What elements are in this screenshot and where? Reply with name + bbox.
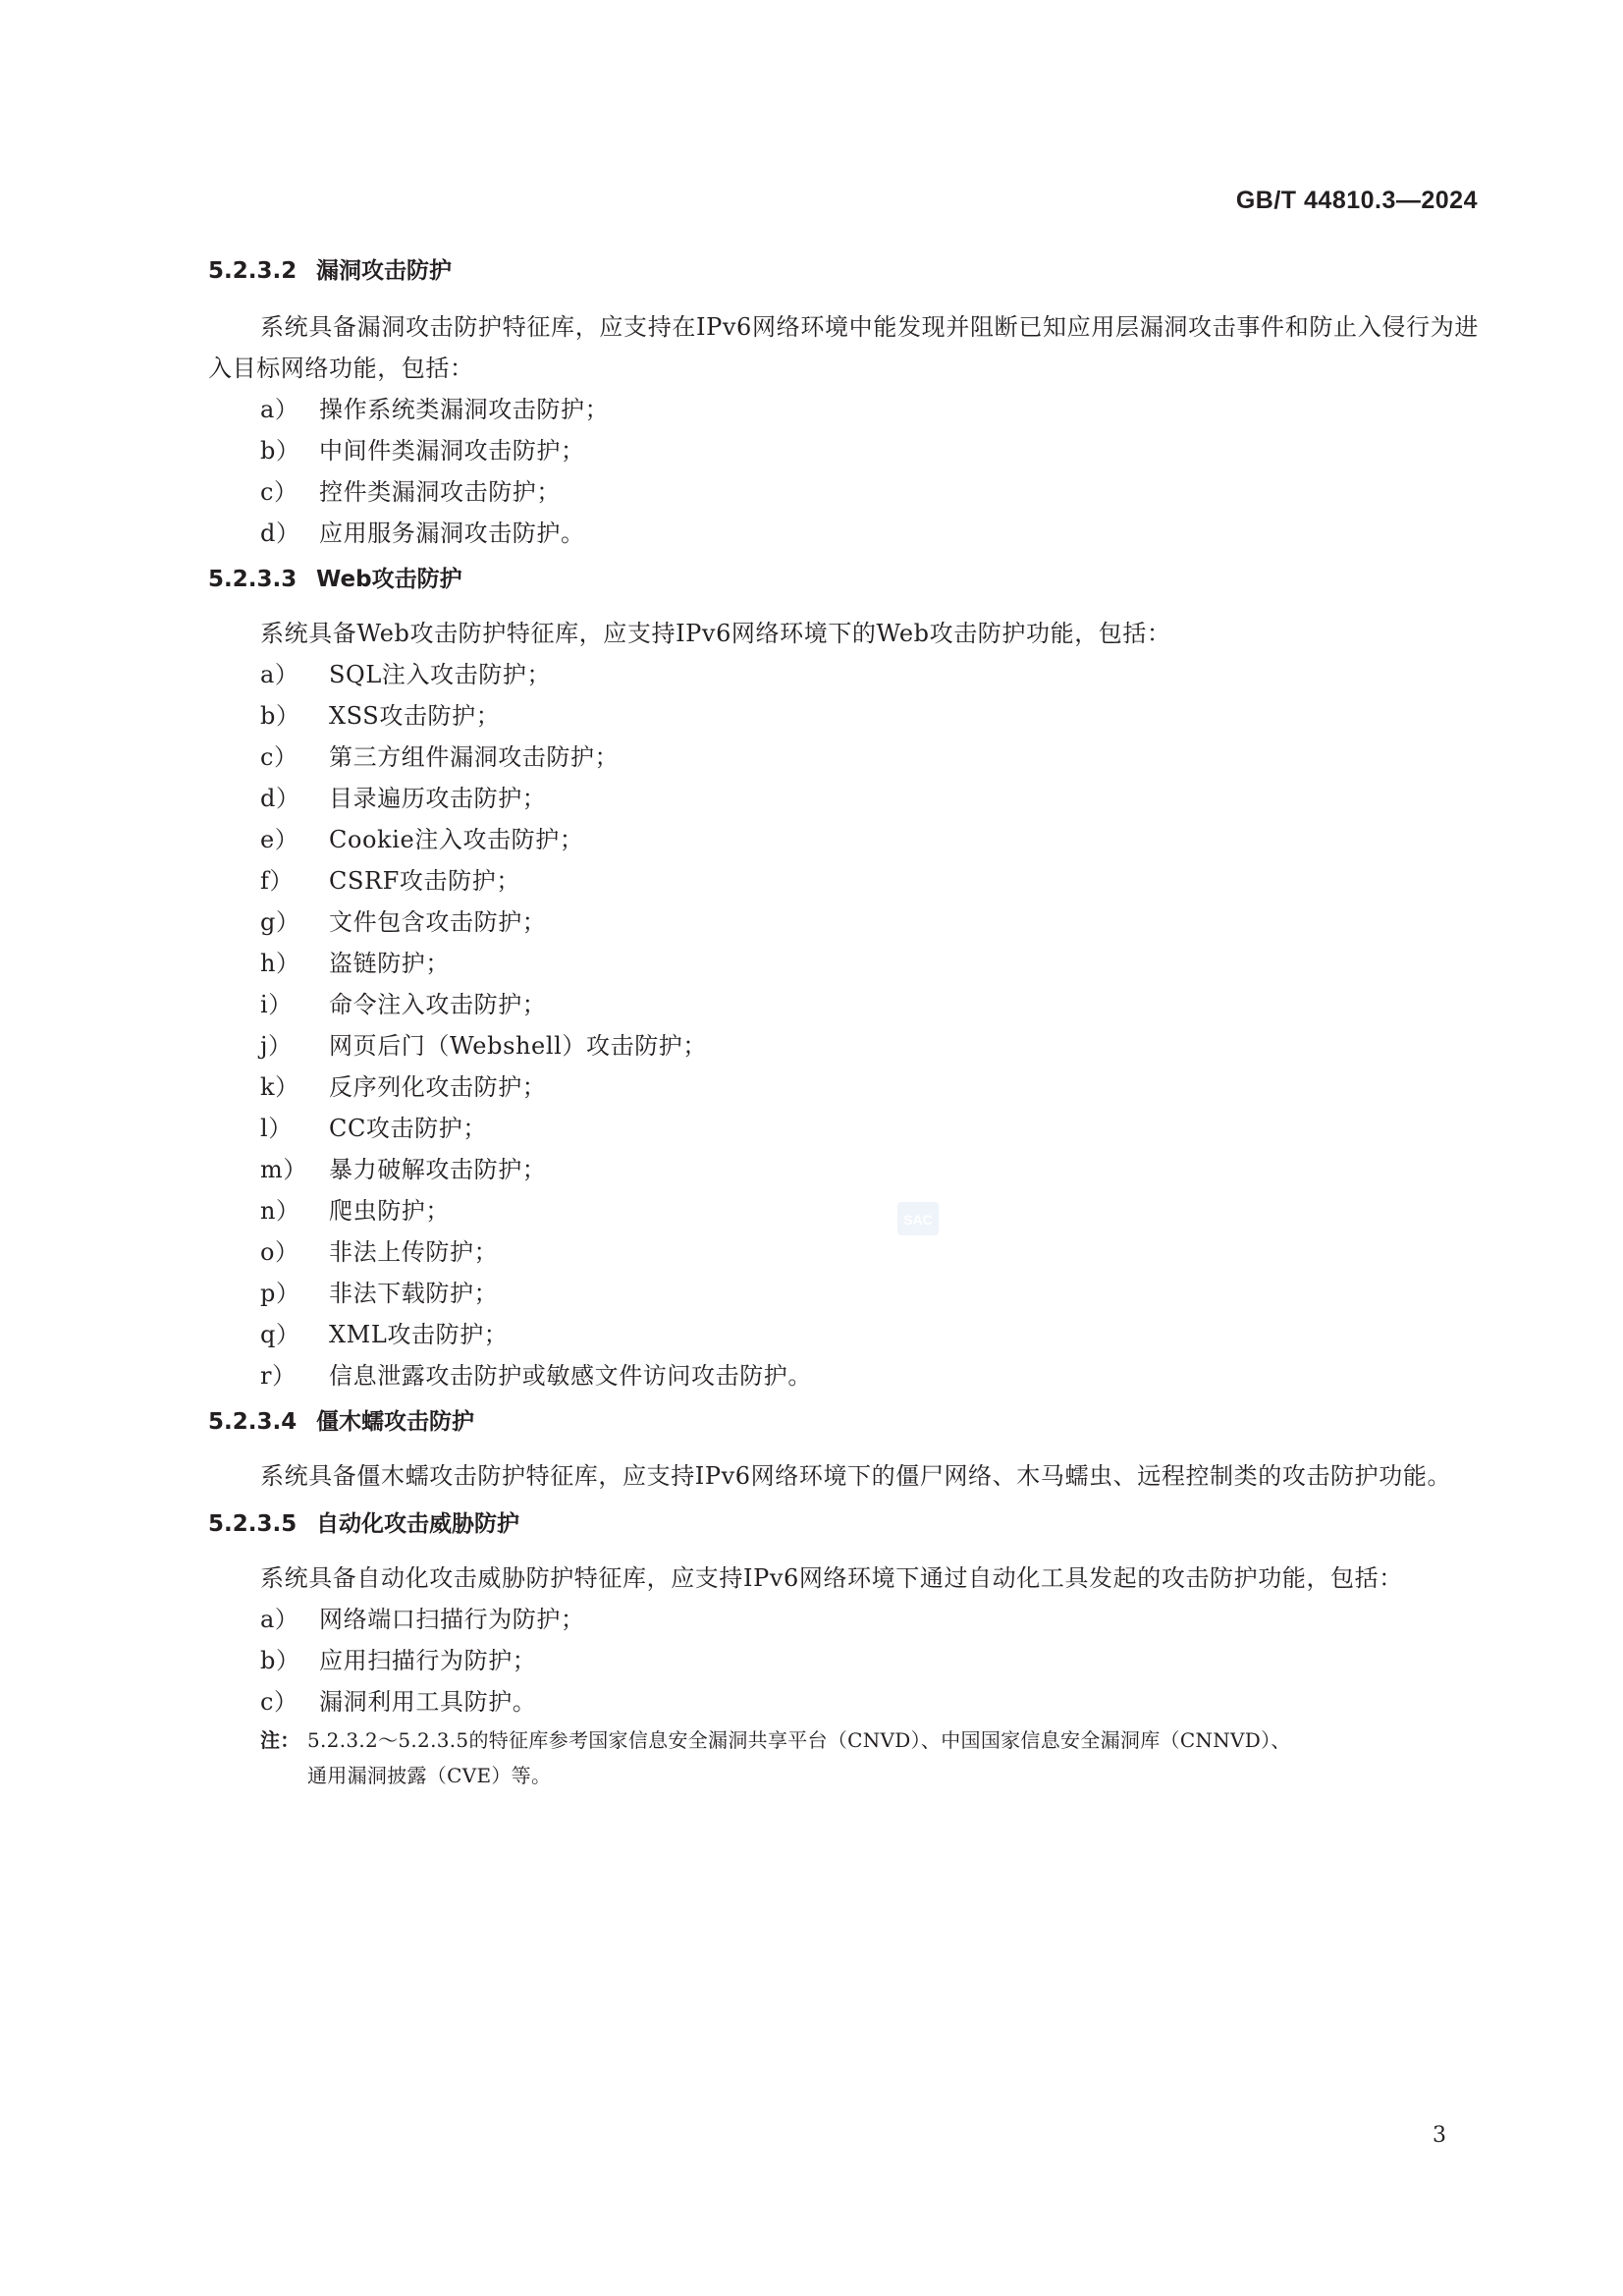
section-heading: [208, 1406, 1479, 1438]
section-paragraph: 系统具备僵木蠕攻击防护特征库，应支持IPv6网络环境下的僵尸网络、木马蠕虫、远程控制类的攻击防护功能。: [260, 1462, 1452, 1490]
section-5-2-3-2: [208, 255, 1479, 554]
list-item: [208, 1314, 1479, 1355]
section-number: 5.2.3.5: [208, 1511, 298, 1537]
list-item-text: 命令注入攻击防护；: [329, 991, 547, 1018]
list-item: [208, 778, 1479, 819]
list-item-text: XML攻击防护；: [329, 1321, 509, 1348]
section-title: 漏洞攻击防护: [316, 258, 452, 284]
note-line-2: 通用漏洞披露（CVE）等。: [307, 1764, 552, 1787]
requirement-list: [208, 389, 1479, 554]
list-item-text: 应用服务漏洞攻击防护。: [319, 519, 585, 547]
section-title: 自动化攻击威胁防护: [316, 1511, 519, 1537]
section-title: Web攻击防护: [316, 567, 462, 592]
note-label: 注：: [260, 1728, 300, 1752]
list-item-text: CSRF攻击防护；: [329, 867, 520, 895]
list-item-label: b）: [260, 702, 300, 730]
note-line-1: [208, 1722, 1479, 1758]
section-title: 僵木蠕攻击防护: [316, 1409, 474, 1435]
section-heading: [208, 255, 1479, 287]
list-item-label: b）: [260, 437, 300, 465]
note: [208, 1722, 1479, 1793]
section-paragraph: 系统具备Web攻击防护特征库，应支持IPv6网络环境下的Web攻击防护功能，包括：: [260, 620, 1171, 647]
standard-number: GB/T 44810.3—2024: [1235, 187, 1478, 214]
list-item: [208, 1355, 1479, 1396]
list-item-text: 非法上传防护；: [329, 1238, 499, 1266]
list-item-label: d）: [260, 519, 300, 547]
list-item: [208, 902, 1479, 943]
svg-text:SAC: SAC: [903, 1212, 933, 1228]
page-content: [208, 255, 1479, 1793]
list-item-label: l）: [260, 1115, 293, 1142]
list-item-label: j）: [260, 1032, 293, 1060]
list-item-text: 操作系统类漏洞攻击防护；: [319, 396, 610, 423]
list-item-label: k）: [260, 1073, 299, 1101]
list-item-label: c）: [260, 1688, 298, 1716]
list-item-label: o）: [260, 1238, 299, 1266]
list-item-text: 控件类漏洞攻击防护；: [319, 478, 561, 506]
list-item: [208, 1025, 1479, 1066]
list-item-label: f）: [260, 867, 295, 895]
list-item-label: g）: [260, 908, 300, 936]
list-item-label: c）: [260, 743, 298, 771]
list-item-label: h）: [260, 950, 300, 977]
list-item-text: 信息泄露攻击防护或敏感文件访问攻击防护。: [329, 1362, 812, 1390]
list-item: [208, 1599, 1479, 1640]
list-item-label: a）: [260, 396, 299, 423]
list-item-text: CC攻击防护；: [329, 1115, 487, 1142]
list-item: [208, 471, 1479, 513]
list-item-label: a）: [260, 661, 299, 688]
list-item-label: p）: [260, 1280, 300, 1307]
list-item-text: Cookie注入攻击防护；: [329, 826, 584, 853]
list-item: [208, 737, 1479, 778]
section-5-2-3-4: [208, 1406, 1479, 1497]
list-item: [208, 819, 1479, 860]
list-item-text: 网络端口扫描行为防护；: [319, 1606, 585, 1633]
section-heading: [208, 564, 1479, 595]
list-item-label: e）: [260, 826, 299, 853]
list-item-text: 应用扫描行为防护；: [319, 1647, 537, 1674]
section-number: 5.2.3.2: [208, 258, 298, 284]
list-item-label: r）: [260, 1362, 297, 1390]
list-item-text: 盗链防护；: [329, 950, 450, 977]
requirement-list: [208, 1599, 1479, 1722]
list-item-text: 暴力破解攻击防护；: [329, 1156, 547, 1183]
section-number: 5.2.3.3: [208, 567, 298, 592]
section-heading: [208, 1508, 1479, 1540]
list-item-label: m）: [260, 1156, 307, 1183]
list-item-text: 第三方组件漏洞攻击防护；: [329, 743, 620, 771]
list-item-label: c）: [260, 478, 298, 506]
list-item: [208, 943, 1479, 984]
list-item: [208, 1640, 1479, 1681]
list-item-label: a）: [260, 1606, 299, 1633]
list-item-text: 爬虫防护；: [329, 1197, 450, 1225]
list-item: [208, 654, 1479, 695]
note-text-1: 5.2.3.2～5.2.3.5的特征库参考国家信息安全漏洞共享平台（CNVD）、中国国家信息安全漏洞库（CNNVD）、: [307, 1728, 1291, 1752]
list-item-text: 文件包含攻击防护；: [329, 908, 547, 936]
list-item: [208, 389, 1479, 430]
list-item-label: q）: [260, 1321, 300, 1348]
list-item: [208, 1273, 1479, 1314]
list-item-label: d）: [260, 785, 300, 812]
list-item-text: 反序列化攻击防护；: [329, 1073, 547, 1101]
list-item: [208, 430, 1479, 471]
list-item: [208, 1149, 1479, 1190]
section-number: 5.2.3.4: [208, 1409, 298, 1435]
list-item-text: 非法下载防护；: [329, 1280, 499, 1307]
list-item: [208, 513, 1479, 554]
list-item-text: XSS攻击防护；: [329, 702, 501, 730]
list-item: [208, 1108, 1479, 1149]
list-item-text: 目录遍历攻击防护；: [329, 785, 547, 812]
page-number: 3: [1433, 2123, 1446, 2148]
list-item: [208, 1190, 1479, 1231]
requirement-list: [208, 654, 1479, 1396]
list-item-label: n）: [260, 1197, 300, 1225]
section-paragraph: 系统具备漏洞攻击防护特征库，应支持在IPv6网络环境中能发现并阻断已知应用层漏洞攻击事件和防止入侵行为进入目标网络功能，包括：: [208, 313, 1479, 382]
section-paragraph: 系统具备自动化攻击威胁防护特征库，应支持IPv6网络环境下通过自动化工具发起的攻击防护功能，包括：: [260, 1564, 1403, 1592]
list-item: [208, 984, 1479, 1025]
list-item-text: 网页后门（Webshell）攻击防护；: [329, 1032, 708, 1060]
list-item-label: i）: [260, 991, 293, 1018]
list-item-text: 中间件类漏洞攻击防护；: [319, 437, 585, 465]
list-item-label: b）: [260, 1647, 300, 1674]
list-item: [208, 860, 1479, 902]
section-5-2-3-3: [208, 564, 1479, 1396]
list-item: [208, 1231, 1479, 1273]
list-item-text: 漏洞利用工具防护。: [319, 1688, 537, 1716]
list-item: [208, 1681, 1479, 1722]
section-5-2-3-5: [208, 1508, 1479, 1793]
sac-watermark-logo: [896, 1201, 940, 1236]
list-item-text: SQL注入攻击防护；: [329, 661, 552, 688]
list-item: [208, 695, 1479, 737]
list-item: [208, 1066, 1479, 1108]
